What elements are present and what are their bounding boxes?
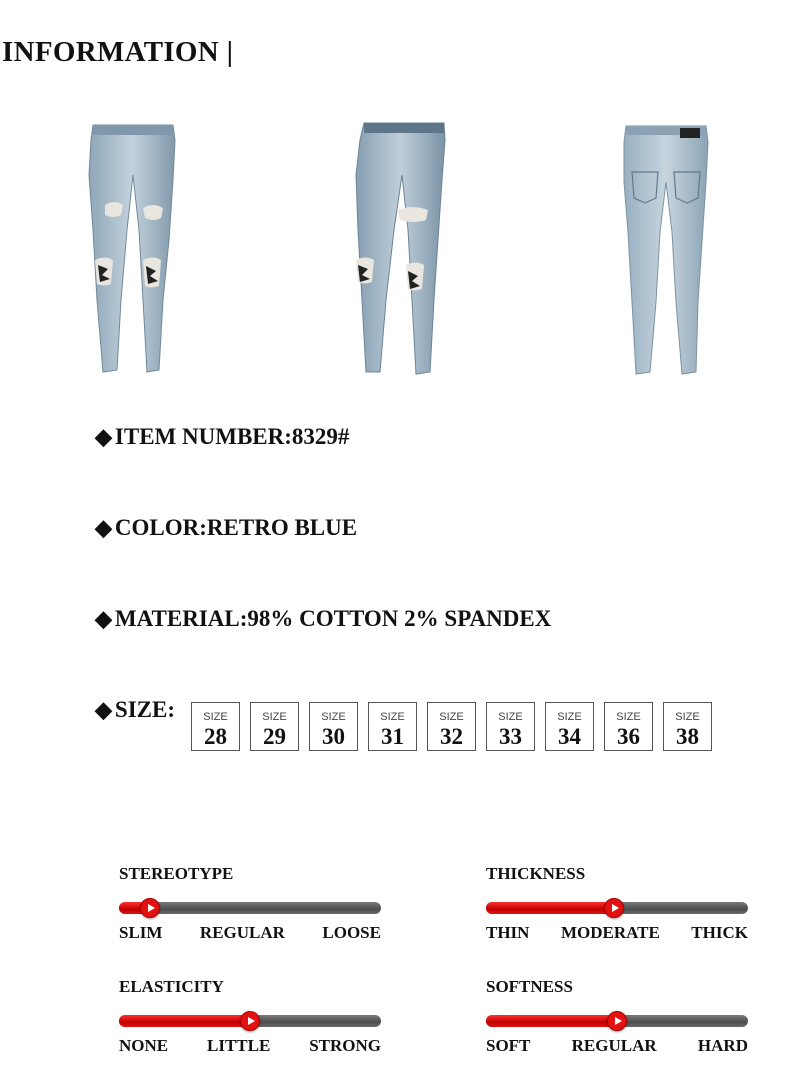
size-caption: SIZE — [498, 711, 523, 723]
size-caption: SIZE — [439, 711, 464, 723]
color-text: COLOR:RETRO BLUE — [114, 515, 358, 540]
diamond-bullet-icon: ◆ — [95, 697, 112, 722]
gauge-knob-icon — [140, 898, 160, 918]
size-caption: SIZE — [321, 711, 346, 723]
gauge-fill — [119, 1015, 250, 1027]
size-label: SIZE: — [114, 697, 176, 722]
size-option-33[interactable] — [486, 702, 535, 751]
gauge-knob-icon — [607, 1011, 627, 1031]
gauge-label-low: THIN — [486, 923, 530, 942]
size-value: 34 — [558, 724, 581, 749]
gauge-label-high: STRONG — [309, 1036, 381, 1055]
size-value: 32 — [440, 724, 463, 749]
gauge-track — [119, 1011, 381, 1031]
size-caption: SIZE — [203, 711, 228, 723]
size-option-29[interactable] — [250, 702, 299, 751]
size-caption: SIZE — [557, 711, 582, 723]
size-value: 30 — [322, 724, 345, 749]
size-caption: SIZE — [616, 711, 641, 723]
size-option-36[interactable] — [604, 702, 653, 751]
size-option-34[interactable] — [545, 702, 594, 751]
size-option-32[interactable] — [427, 702, 476, 751]
diamond-bullet-icon: ◆ — [95, 606, 112, 631]
softness-gauge — [486, 977, 748, 1056]
material-row — [95, 606, 551, 632]
gauge-title: STEREOTYPE — [119, 864, 234, 883]
jeans-front-image — [83, 120, 183, 378]
size-option-38[interactable] — [663, 702, 712, 751]
size-caption: SIZE — [675, 711, 700, 723]
size-caption: SIZE — [380, 711, 405, 723]
gauge-track — [486, 898, 748, 918]
diamond-bullet-icon: ◆ — [95, 424, 112, 449]
item-number-row — [95, 424, 349, 450]
size-row — [95, 697, 175, 723]
size-value: 38 — [676, 724, 699, 749]
gauge-fill — [486, 1015, 617, 1027]
gauge-track — [486, 1011, 748, 1031]
size-value: 31 — [381, 724, 404, 749]
size-option-30[interactable] — [309, 702, 358, 751]
gauge-label-high: LOOSE — [322, 923, 381, 942]
gauge-label-mid: MODERATE — [560, 923, 660, 942]
size-value: 36 — [617, 724, 640, 749]
gauge-title: THICKNESS — [486, 864, 586, 883]
jeans-back-image — [618, 122, 714, 378]
size-option-31[interactable] — [368, 702, 417, 751]
gauge-label-mid: LITTLE — [207, 1036, 271, 1055]
gauge-label-low: SOFT — [486, 1036, 531, 1055]
size-value: 33 — [499, 724, 522, 749]
gauge-title: SOFTNESS — [486, 977, 573, 996]
size-option-28[interactable] — [191, 702, 240, 751]
gauge-label-low: NONE — [119, 1036, 169, 1055]
gauge-label-high: HARD — [697, 1036, 748, 1055]
diamond-bullet-icon: ◆ — [95, 515, 112, 540]
size-list — [191, 702, 712, 751]
jeans-side-image — [350, 120, 450, 378]
gauge-label-mid: REGULAR — [571, 1036, 657, 1055]
gauge-knob-icon — [240, 1011, 260, 1031]
gauge-fill — [486, 902, 614, 914]
gauge-knob-icon — [604, 898, 624, 918]
gauge-title: ELASTICITY — [119, 977, 224, 996]
page-title: INFORMATION | — [2, 36, 234, 68]
gauge-track — [119, 898, 381, 918]
material-text: MATERIAL:98% COTTON 2% SPANDEX — [114, 606, 552, 631]
gauge-label-low: SLIM — [119, 923, 163, 942]
item-number-text: ITEM NUMBER:8329# — [114, 424, 350, 449]
gauge-label-mid: REGULAR — [199, 923, 285, 942]
thickness-gauge — [486, 864, 748, 943]
color-row — [95, 515, 357, 541]
elasticity-gauge — [119, 977, 381, 1056]
gauge-label-high: THICK — [691, 923, 748, 942]
size-value: 29 — [263, 724, 286, 749]
size-caption: SIZE — [262, 711, 287, 723]
stereotype-gauge — [119, 864, 381, 943]
size-value: 28 — [204, 724, 227, 749]
